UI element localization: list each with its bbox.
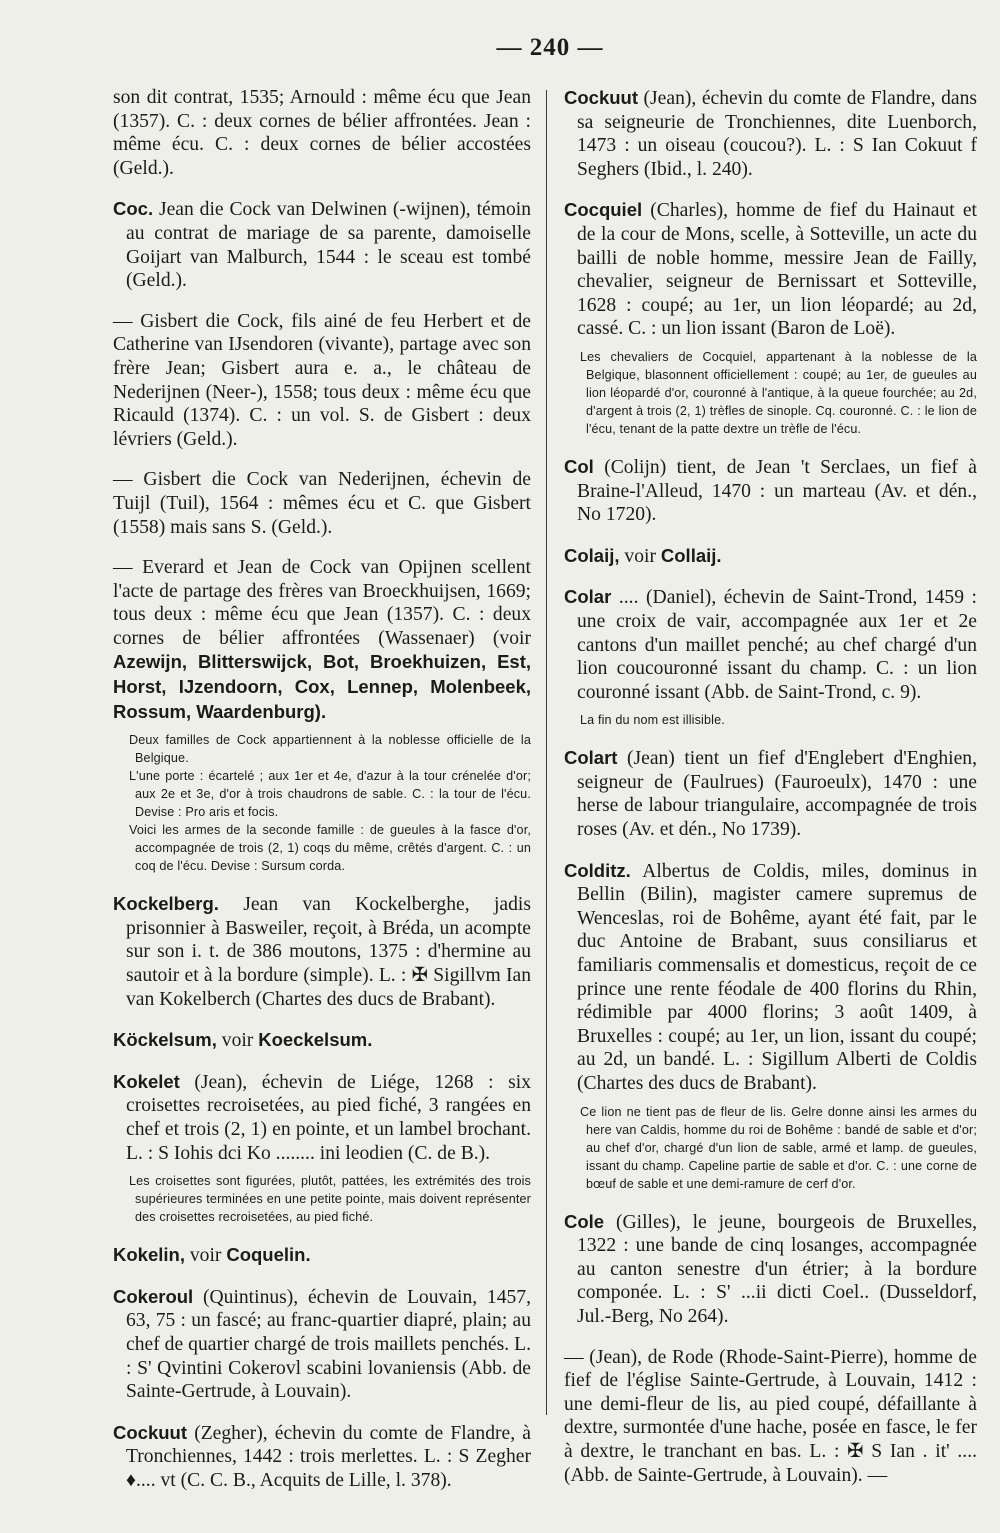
entry-text: Jean die Cock van Delwinen (-wijnen), témoin au contrat de mariage de sa parente, damoiselle Goijart van Malburch, 1544 : le sceau est tombé (Geld.). bbox=[126, 199, 531, 292]
entry-headword: Cole bbox=[564, 1210, 605, 1232]
entry bbox=[564, 1346, 977, 1488]
entry-crossref: Koeckelsum. bbox=[258, 1029, 373, 1051]
entry bbox=[113, 86, 531, 180]
footnote bbox=[564, 348, 977, 438]
entry bbox=[113, 197, 531, 292]
left-column bbox=[113, 86, 531, 1510]
footnote bbox=[113, 1172, 531, 1226]
entry-crossref: Coquelin. bbox=[226, 1244, 311, 1266]
footnote bbox=[564, 1103, 977, 1193]
entry bbox=[113, 1070, 531, 1165]
entry bbox=[564, 198, 977, 341]
entry-headword: Colar bbox=[564, 586, 612, 608]
entry-text: voir bbox=[221, 1030, 254, 1052]
entry-references: Azewijn, Blitterswijck, Bot, Broekhuizen, Est, Horst, IJzendoorn, Cox, Lennep, Molenbeek, Rossum, Waardenburg). bbox=[113, 651, 531, 722]
entry-headword: Cockuut bbox=[113, 1421, 187, 1443]
entry bbox=[113, 556, 531, 724]
entry bbox=[564, 455, 977, 527]
entry-text: (Jean), échevin de Liége, 1268 : six croisettes recroisetées, au pied fiché, 3 rangées en chef et trois (2, 1) en pointe, et un lambel brochant. L. : S Iohis dci Ko ........ ini leodien (C. de B.). bbox=[126, 1071, 531, 1164]
entry-headword: Colditz. bbox=[564, 859, 631, 881]
footnote-line: Les chevaliers de Cocquiel, appartenant à la noblesse de la Belgique, blasonnent officiellement : coupé; au 1er, de gueules au lion léopardé d'or, couronné à l'antique, à la queue fourchée; au 2d, d'argent à trois (2, 1) trèfles de sinople. Cq. couronné. C. : le lion de l'écu, tenant de la patte dextre un trèfle de l'écu. bbox=[580, 349, 977, 436]
entry-text: — Gisbert die Cock, fils ainé de feu Herbert et de Catherine van IJsendoren (vivante), partage avec son frère Jean; Gisbert aura e. a., le château de Nederijnen (Neer-), 1558; tous deux : même écu que Ricauld (1374). C. : un vol. S. de Gisbert : deux lévriers (Geld.). bbox=[113, 310, 531, 450]
entry bbox=[564, 1210, 977, 1329]
entry-headword: Cockuut bbox=[564, 87, 638, 108]
entry bbox=[564, 746, 977, 841]
entry-text: (Quintinus), échevin de Louvain, 1457, 63, 75 : un fascé; au franc-quartier diapré, plain; au chef de quartier chargé de trois maillets penchés. L. : S' Qvintini Cokerovl scabini lovaniensis (Abb. de Sainte-Gertrude, à Louvain). bbox=[126, 1286, 531, 1403]
footnote-line: L'une porte : écartelé ; aux 1er et 4e, d'azur à la tour crénelée d'or; aux 2e et 3e, d'or à trois chaudrons de sable. C. : la tour de l'écu. Devise : Pro aris et focis. bbox=[129, 769, 531, 820]
entry-headword: Col bbox=[564, 455, 594, 477]
footnote bbox=[564, 711, 977, 729]
entry-text: (Charles), homme de fief du Hainaut et de la cour de Mons, scelle, à Sotteville, un acte du bailli de noble homme, messire Jean de Failly, chevalier, seigneur de Bernissart et Sotteville, 1628 : coupé; au 1er, un lion léopardé; au 2d, cassé. C. : un lion issant (Baron de Loë). bbox=[577, 200, 977, 340]
entry-text: Albertus de Coldis, miles, dominus in Bellin (Bilin), magister camere supremus de Wenceslas, roi de Bohême, ayant été fait, par le duc Antoine de Brabant, suus consiliarus et familiaris commensalis et domesticus, reçoit de ce prince une rente féodale de 400 florins du Rhin, rédimible par 4000 florins; 3 août 1409, à Bruxelles : coupé; au 1er, un lion, issant du coupé; au 2d, un bandé. L. : Sigillum Alberti de Coldis (Chartes des ducs de Brabant). bbox=[577, 860, 977, 1094]
entry-headword: Cokeroul bbox=[113, 1285, 194, 1307]
entry bbox=[113, 1028, 531, 1053]
entry-text: — Gisbert die Cock van Nederijnen, échevin de Tuijl (Tuil), 1564 : mêmes écu et C. que Gisbert (1558) mais sans S. (Geld.). bbox=[113, 469, 531, 538]
entry-headword: Colart bbox=[564, 747, 618, 769]
footnote bbox=[113, 731, 531, 875]
entry bbox=[113, 892, 531, 1011]
entry-headword: Cocquiel bbox=[564, 199, 643, 221]
entry-headword: Kokelet bbox=[113, 1070, 180, 1092]
page-number: — 240 — bbox=[496, 34, 604, 61]
entry-text: .... (Daniel), échevin de Saint-Trond, 1459 : une croix de vair, accompagnée aux 1er et 2e cantons d'un maillet penché; au chef chargé d'un lion coucouronné issant du champ. C. : un lion couronné issant (Abb. de Saint-Trond, c. 9). bbox=[577, 587, 977, 703]
entry-text: — Everard et Jean de Cock van Opijnen scellent l'acte de partage des frères van Broeckhuijsen, 1669; tous deux : même écu que Jean (1357). C. : deux cornes de bélier affrontées (Wassenaer) (voir bbox=[113, 557, 531, 649]
entry bbox=[113, 310, 531, 452]
entry-crossref: Collaij. bbox=[660, 544, 722, 566]
entry bbox=[113, 1421, 531, 1493]
footnote-line: La fin du nom est illisible. bbox=[580, 713, 725, 728]
entry-text: (Jean) tient un fief d'Englebert d'Enghien, seigneur de (Faulrues) (Fauroeulx), 1470 : une herse de labour triangulaire, accompagnée de trois roses (Av. et dén., No 1739). bbox=[577, 748, 977, 841]
footnote-line: Les croisettes sont figurées, plutôt, pattées, les extrémités des trois supérieures terminées en une petite pointe, mais doivent représenter des croisettes recroisetées, au pied fiché. bbox=[129, 1174, 531, 1225]
footnote-line: Ce lion ne tient pas de fleur de lis. Gelre donne ainsi les armes du here van Caldis, homme du roi de Bohême : bandé de sable et d'or; au chef d'or, chargé d'un lion de sable, armé et lamp. de gueules, issant du champ. Capeline partie de sable et d'or. C. : une corne de bœuf de sable et une demi-ramure de cerf d'or. bbox=[580, 1104, 977, 1191]
entry bbox=[113, 1243, 531, 1268]
entry-text: (Gilles), le jeune, bourgeois de Bruxelles, 1322 : une bande de cinq losanges, accompagnée au canton senestre d'un étrier; à la bordure componée. L. : S' ...ii dicti Coel.. (Dusseldorf, Jul.-Berg, No 264). bbox=[577, 1211, 977, 1327]
entry-headword: Coc. bbox=[113, 198, 154, 220]
entry-text: son dit contrat, 1535; Arnould : même écu que Jean (1357). C. : deux cornes de bélier affrontées. Jean : même écu. C. : deux cornes de bélier accostées (Geld.). bbox=[113, 87, 531, 179]
entry bbox=[113, 468, 531, 539]
footnote-line: Voici les armes de la seconde famille : de gueules à la fasce d'or, accompagnée de trois (2, 1) coqs du même, crêtés d'argent. C. : un coq de l'écu. Devise : Sursum corda. bbox=[129, 823, 531, 874]
column-divider bbox=[546, 90, 547, 1415]
entry-text: voir bbox=[624, 545, 656, 567]
entry-text: (Jean), échevin du comte de Flandre, dans sa seigneurie de Tronchiennes, dite Luenborch, 1473 : un oiseau (coucou?). L. : S Ian Cokuut f Seghers (Ibid., l. 240). bbox=[577, 88, 977, 180]
entry-headword: Köckelsum, bbox=[113, 1029, 217, 1051]
entry-headword: Kokelin, bbox=[113, 1244, 185, 1266]
right-column bbox=[564, 86, 977, 1504]
entry-text: voir bbox=[189, 1245, 222, 1267]
entry-headword: Colaij, bbox=[564, 544, 620, 566]
entry bbox=[564, 859, 977, 1096]
entry-headword: Kockelberg. bbox=[113, 893, 219, 915]
entry-text: Jean van Kockelberghe, jadis prisonnier à Basweiler, reçoit, à Bréda, un acompte sur son i. t. de 386 moutons, 1375 : d'hermine au sautoir et à la bordure (simple). L. : ✠ Sigillvm Ian van Kokelberch (Chartes des ducs de Brabant). bbox=[126, 894, 531, 1010]
entry bbox=[564, 86, 977, 181]
entry bbox=[113, 1285, 531, 1404]
footnote-line: Deux familles de Cock appartiennent à la noblesse officielle de la Belgique. bbox=[129, 733, 531, 766]
entry bbox=[564, 585, 977, 704]
entry-text: (Colijn) tient, de Jean 't Serclaes, un fief à Braine-l'Alleud, 1470 : un marteau (Av. et dén., No 1720). bbox=[577, 456, 977, 526]
entry-text: — (Jean), de Rode (Rhode-Saint-Pierre), homme de fief de l'église Sainte-Gertrude, à Louvain, 1412 : une demi-fleur de lis, au pied coupé, défaillante à dextre, surmontée d'une hache, posée en fasce, le fer à dextre, le tranchant en bas. L. : ✠ S Ian . it' .... (Abb. de Sainte-Gertrude, à Louvain). — bbox=[564, 1346, 977, 1486]
entry-text: (Zegher), échevin du comte de Flandre, à Tronchiennes, 1442 : trois merlettes. L. : S Zegher ♦.... vt (C. C. B., Acquits de Lille, l. 378). bbox=[126, 1422, 532, 1491]
entry bbox=[564, 544, 977, 569]
